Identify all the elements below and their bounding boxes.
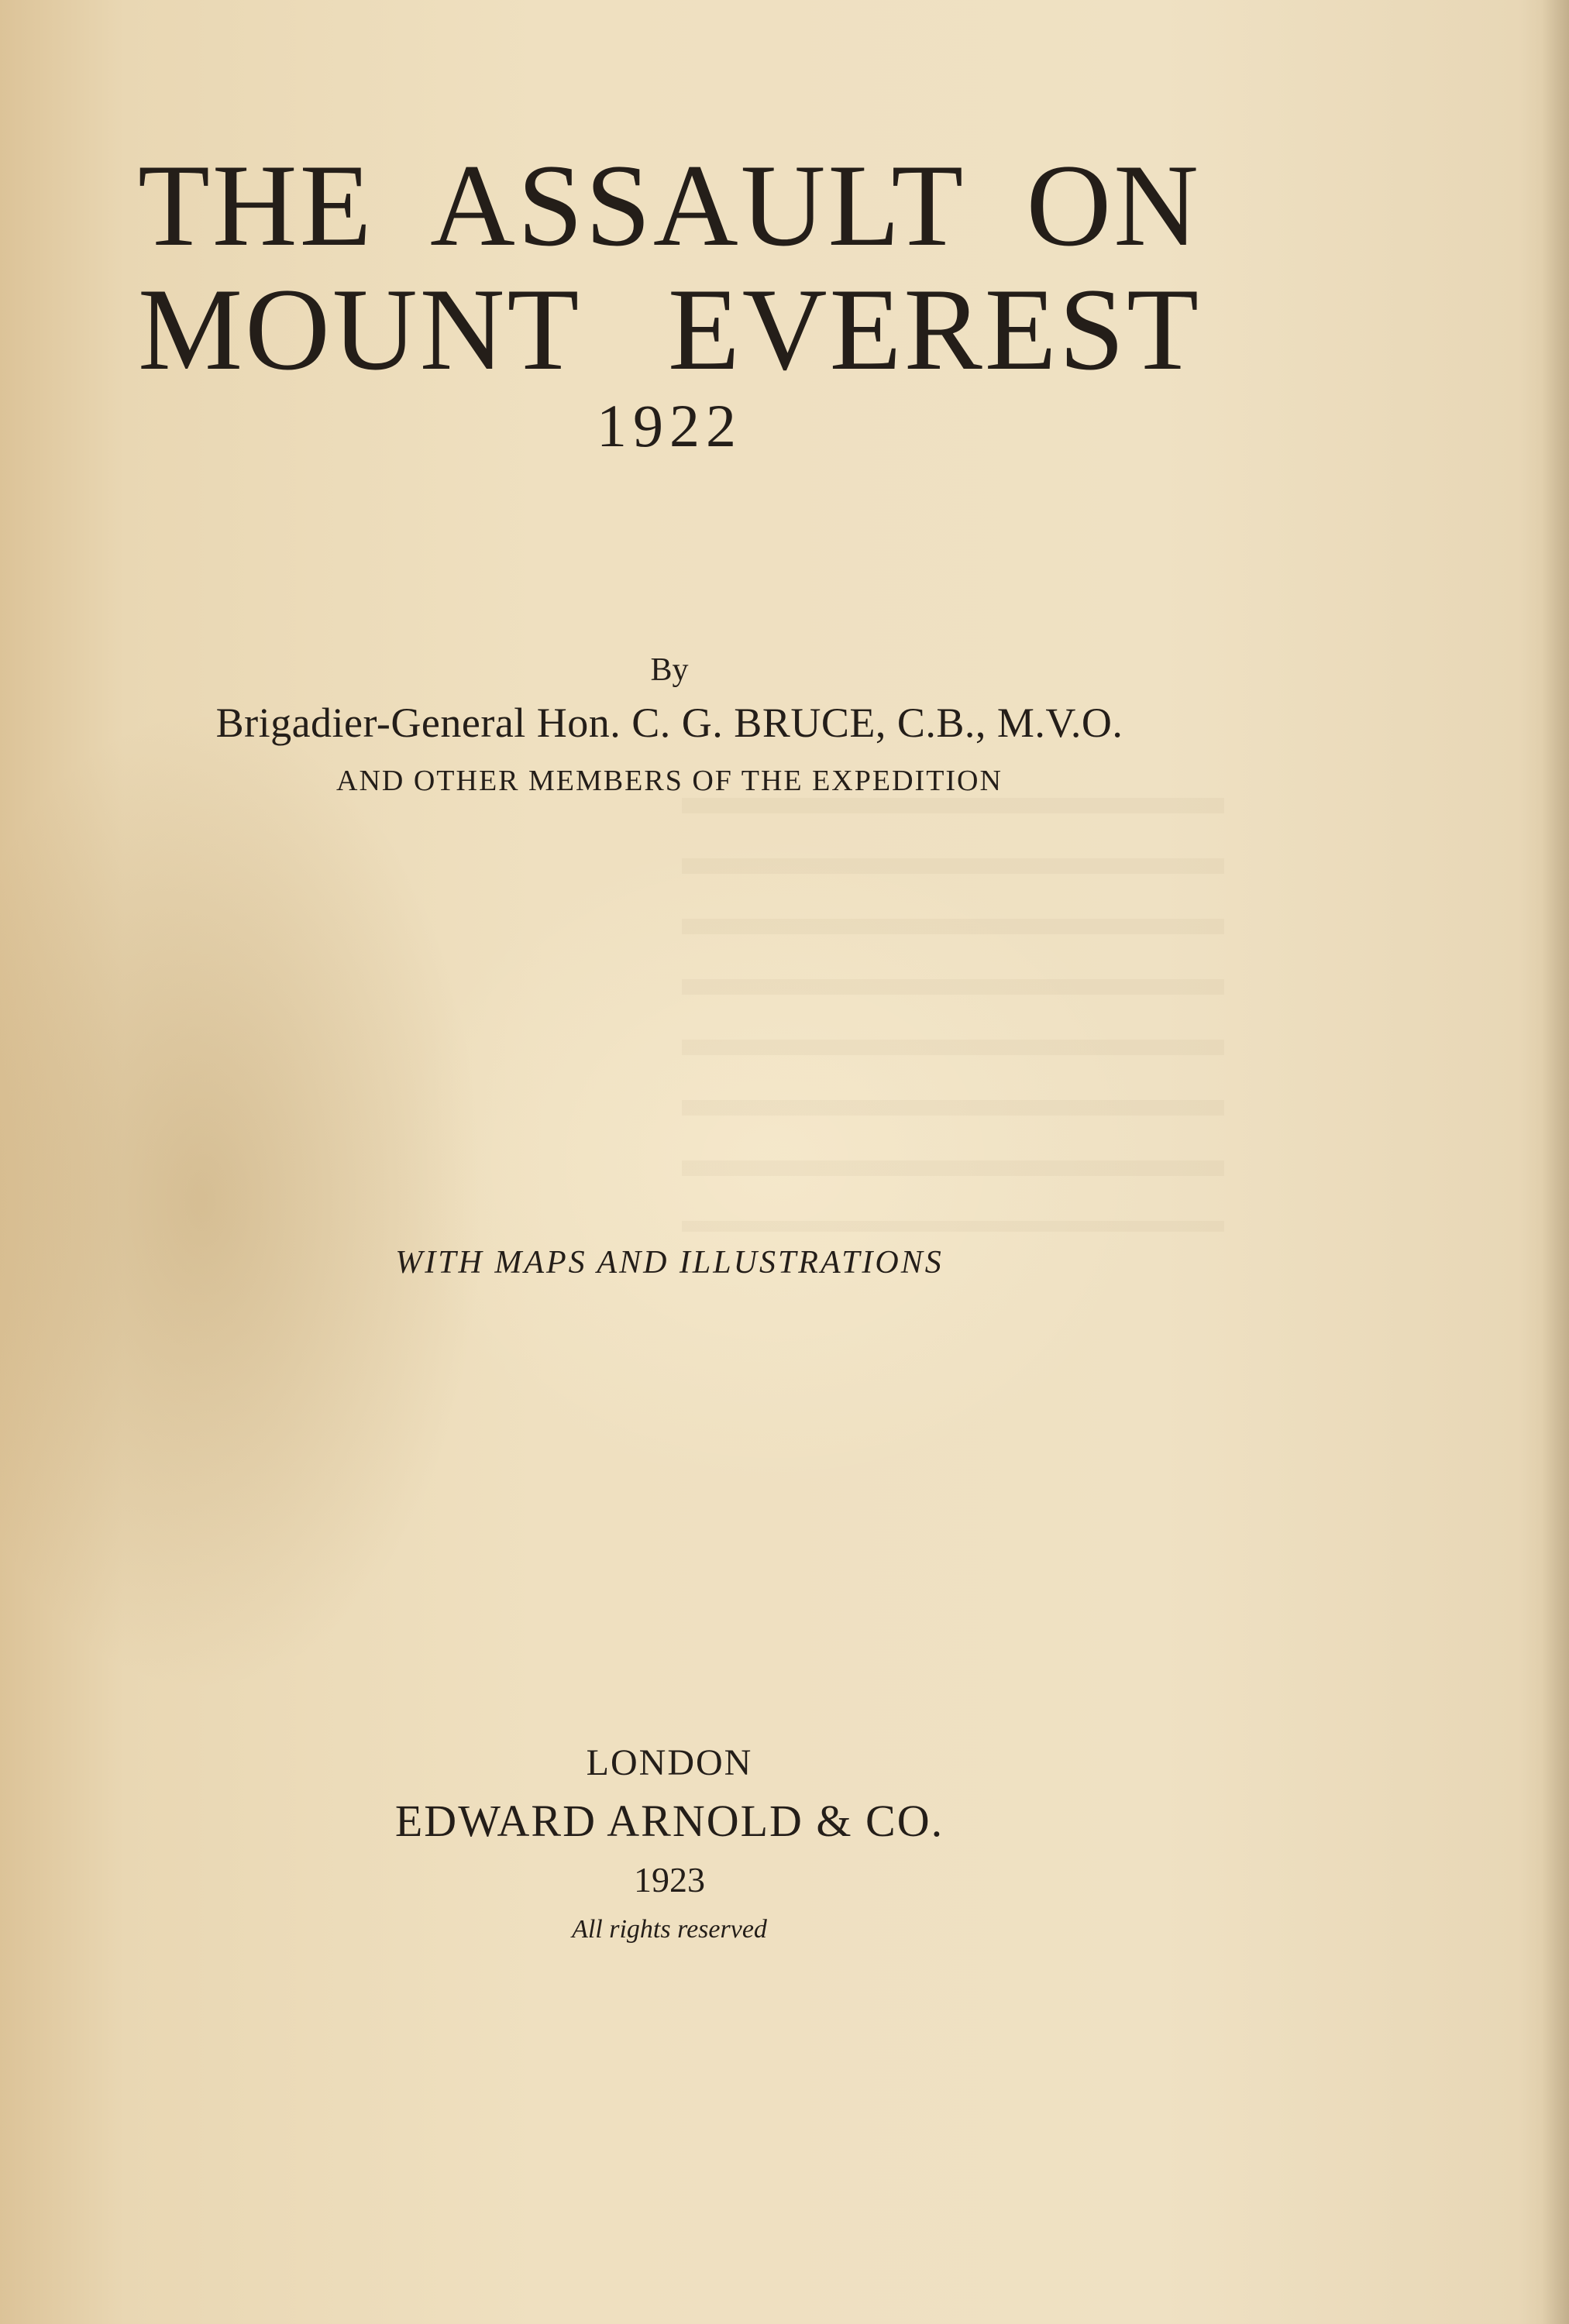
by-line: By bbox=[650, 652, 689, 688]
book-title-line-2: MOUNT EVEREST bbox=[138, 264, 1201, 394]
show-through-texture bbox=[682, 798, 1224, 1232]
book-title-line-1: THE ASSAULT ON bbox=[138, 140, 1201, 270]
page-edge-shadow bbox=[1542, 0, 1569, 2324]
contributors-line: AND OTHER MEMBERS OF THE EXPEDITION bbox=[336, 765, 1003, 797]
publisher-name: EDWARD ARNOLD & CO. bbox=[394, 1796, 944, 1846]
rights-notice: All rights reserved bbox=[572, 1915, 767, 1944]
illustrations-note: WITH MAPS AND ILLUSTRATIONS bbox=[395, 1245, 944, 1281]
author-name: Brigadier-General Hon. C. G. BRUCE, C.B., M.V.O. bbox=[215, 700, 1123, 746]
publication-year: 1923 bbox=[634, 1860, 705, 1899]
publication-city: LONDON bbox=[586, 1742, 753, 1783]
title-year: 1922 bbox=[597, 392, 742, 459]
